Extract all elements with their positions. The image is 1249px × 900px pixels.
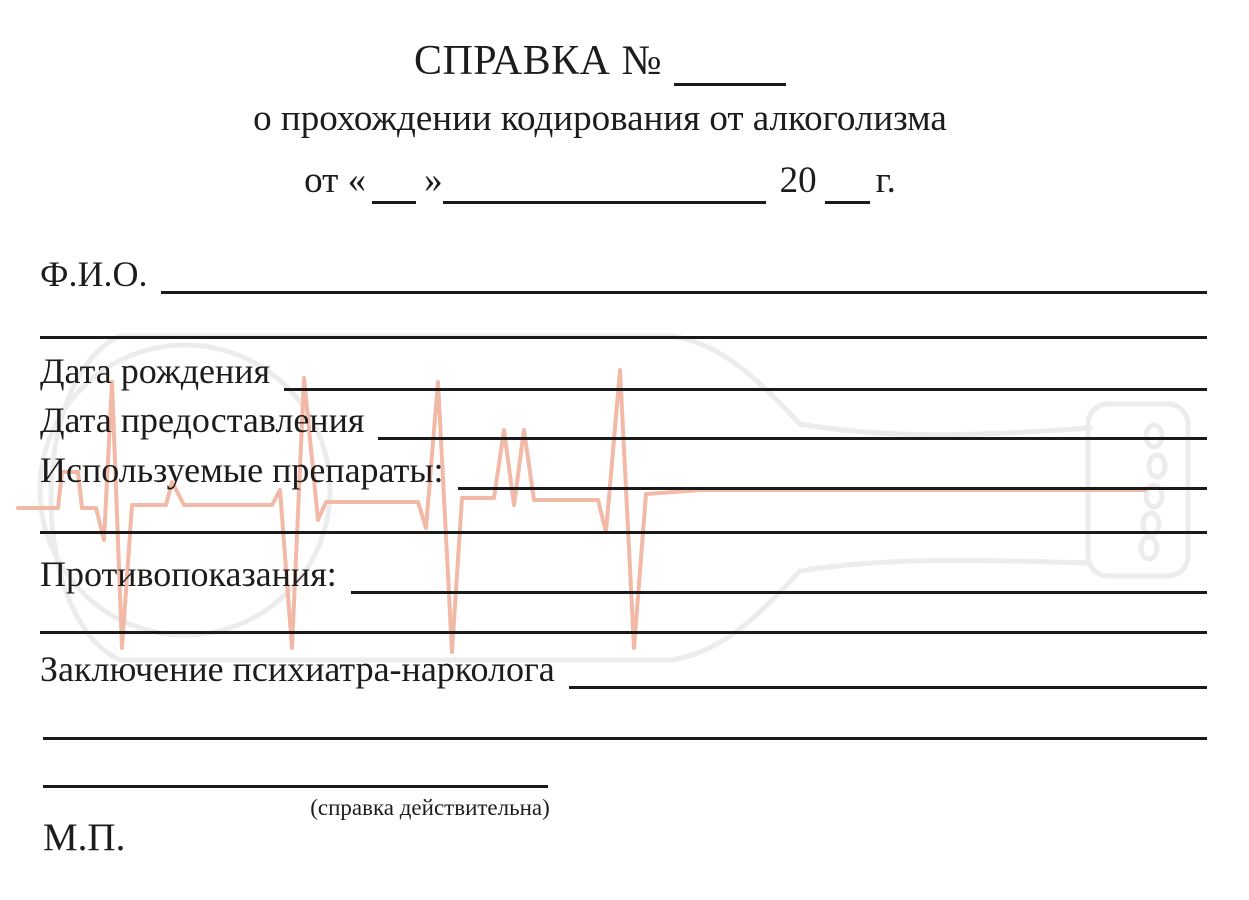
drugs-label: Используемые препараты: — [40, 450, 444, 490]
contraindications-row — [40, 554, 1207, 594]
issue-date-blank-line — [378, 400, 1207, 440]
year-suffix-label: г. — [875, 160, 896, 201]
date-close-quote: » — [424, 160, 443, 201]
certificate-title — [0, 36, 1200, 86]
fio-row — [40, 254, 1207, 294]
year-blank-line — [825, 201, 870, 204]
birth-date-label: Дата рождения — [40, 351, 271, 391]
month-blank-line — [443, 201, 766, 204]
conclusion-row — [40, 649, 1207, 689]
certificate-title-text: СПРАВКА № — [413, 38, 663, 84]
signature-blank-line — [43, 785, 548, 788]
fio-label: Ф.И.О. — [40, 254, 148, 294]
conclusion-label: Заключение психиатра-нарколога — [40, 649, 555, 689]
day-blank-line — [372, 201, 416, 204]
contraindications-label: Противопоказания: — [40, 554, 337, 594]
stamp-place-label: М.П. — [43, 816, 126, 859]
date-prefix-label: от « — [304, 160, 367, 201]
contraindications-blank-line — [351, 554, 1207, 594]
birth-date-blank-line — [284, 351, 1207, 391]
issue-date-row — [40, 400, 1207, 440]
validity-note: (справка действительна) — [310, 795, 550, 820]
conclusion-blank-line — [569, 649, 1207, 689]
year-prefix-label: 20 — [779, 160, 817, 201]
contraindications-extra-blank-line — [40, 631, 1207, 634]
drugs-row — [40, 450, 1207, 490]
fio-extra-blank-line — [40, 336, 1207, 339]
fio-blank-line — [161, 254, 1207, 294]
birth-date-row — [40, 351, 1207, 391]
issue-date-label: Дата предоставления — [40, 400, 365, 440]
drugs-extra-blank-line — [40, 531, 1207, 534]
date-line — [0, 159, 1200, 203]
certificate-subtitle: о прохождении кодирования от алкоголизма — [253, 98, 947, 139]
drugs-blank-line — [458, 450, 1207, 490]
certificate-number-blank-line — [674, 83, 786, 86]
conclusion-extra-blank-line — [43, 737, 1207, 740]
